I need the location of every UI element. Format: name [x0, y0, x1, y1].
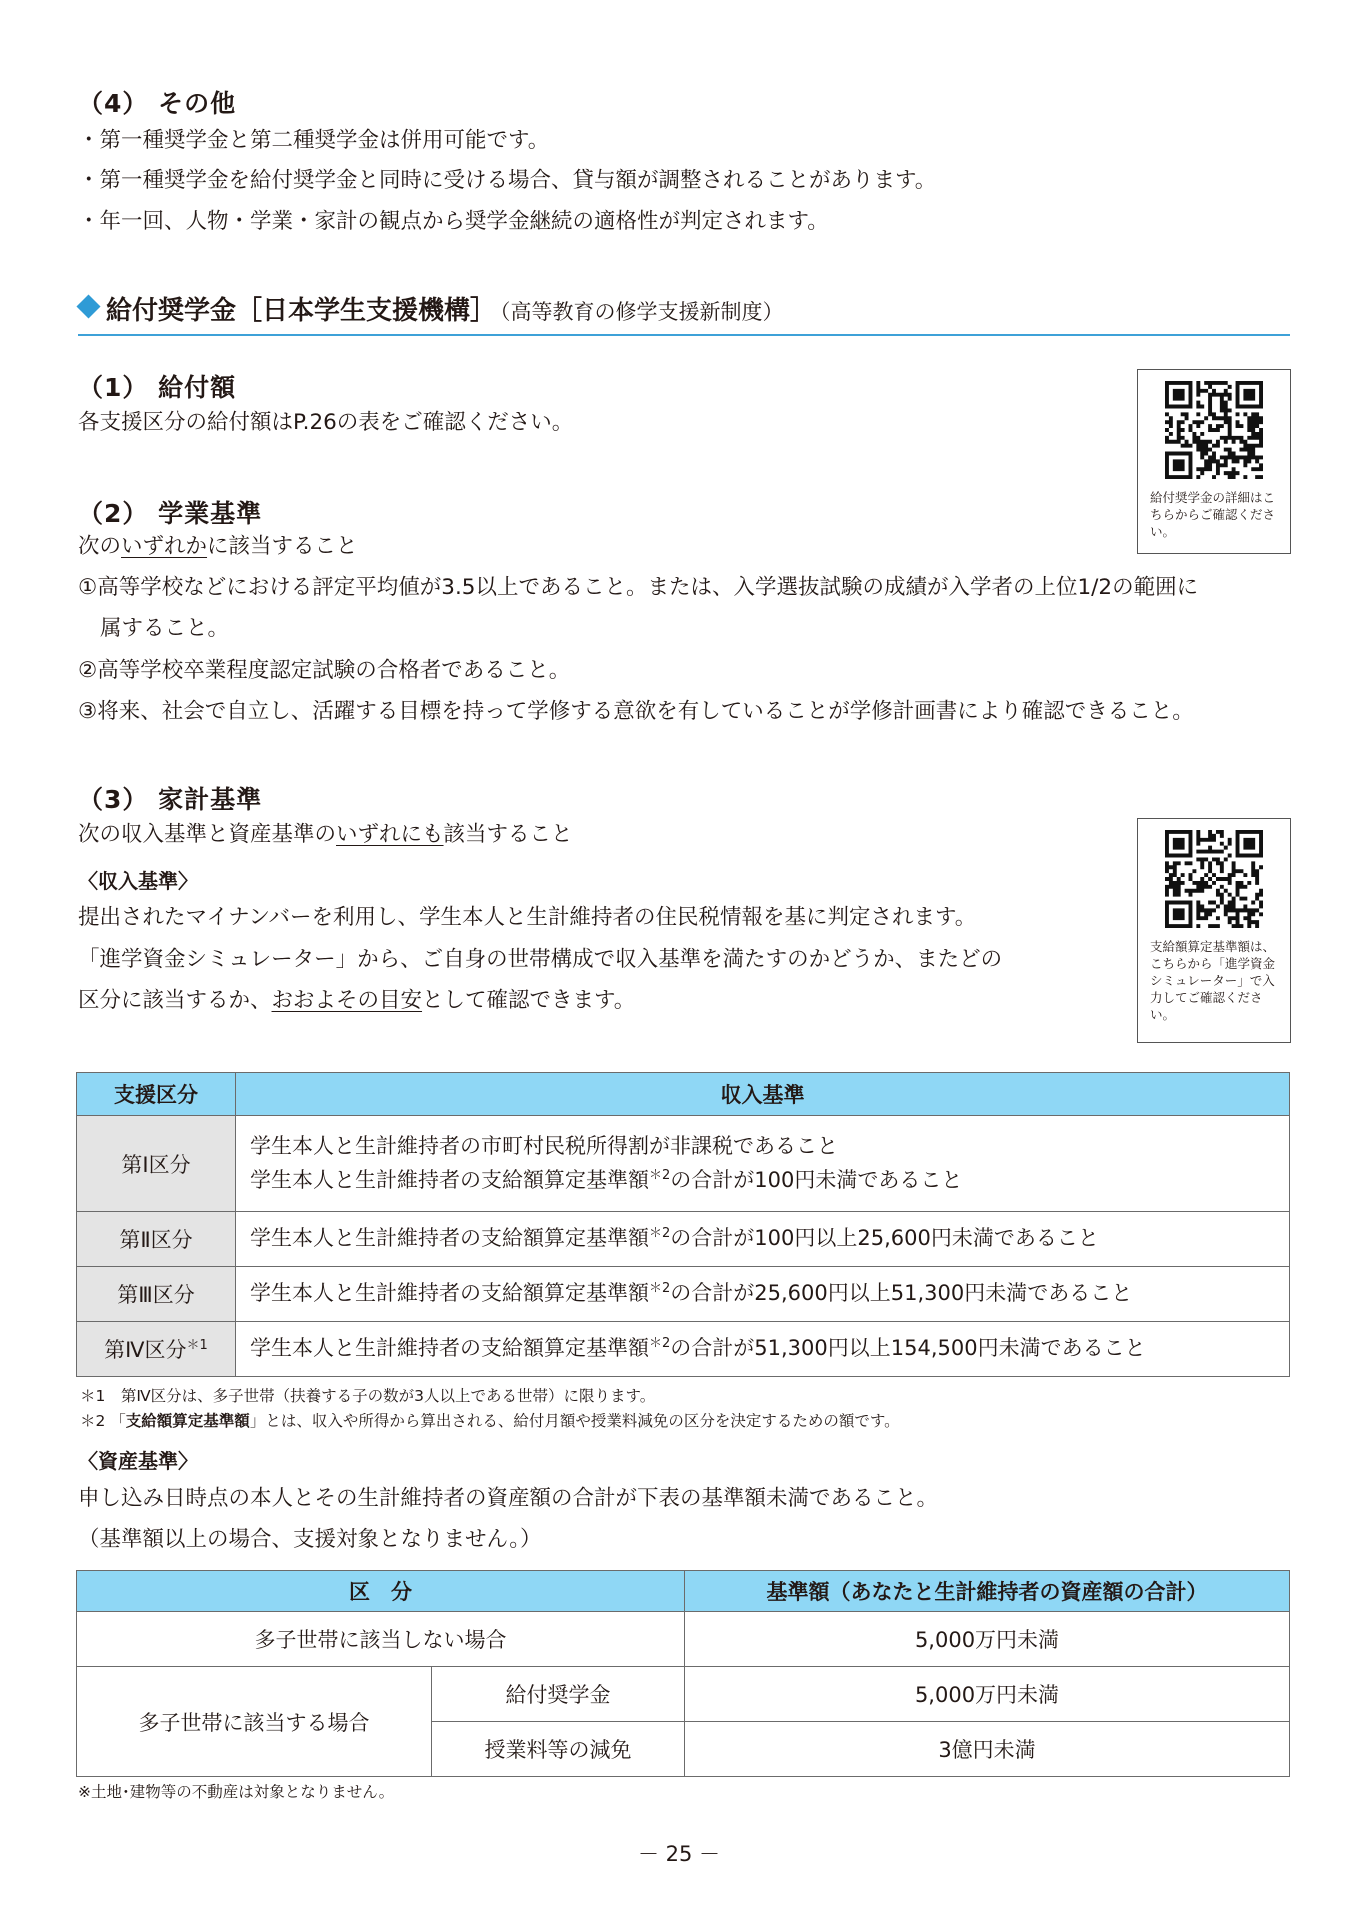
asset-label: 〈資産基準〉	[78, 1449, 198, 1473]
page-number: － 25 －	[637, 1842, 721, 1866]
household-heading: （3） 家計基準	[78, 785, 263, 814]
section-title: 給付奨学金［日本学生支援機構］ （高等教育の修学支援新制度）	[106, 296, 784, 326]
income-criteria-table	[76, 1072, 1290, 1377]
amount-text: 各支援区分の給付額はP.26の表をご確認ください。	[78, 410, 574, 435]
other-bullet-2: ・第一種奨学金を給付奨学金と同時に受ける場合、貸与額が調整されることがあります。	[78, 168, 937, 193]
asset-text-1: 申し込み日時点の本人とその生計維持者の資産額の合計が下表の基準額未満であること。	[78, 1486, 939, 1511]
table-header-criteria: 収入基準	[236, 1073, 1290, 1116]
table-cell-category: 多子世帯に該当しない場合	[77, 1612, 685, 1667]
table-header-category: 支援区分	[77, 1073, 236, 1116]
table-row	[77, 1212, 1290, 1267]
qr-code-icon[interactable]	[1165, 381, 1263, 479]
income-text-1: 提出されたマイナンバーを利用し、学生本人と生計維持者の住民税情報を基に判定されます。	[78, 905, 977, 930]
table-header-row	[77, 1571, 1290, 1612]
footnote-2: ＊2 「支給額算定基準額」とは、収入や所得から算出される、給付月額や授業料減免の区分を決定するための額です。	[80, 1412, 900, 1430]
income-text-2: 「進学資金シミュレーター」から、ご自身の世帯構成で収入基準を満たすのかどうか、またどの	[78, 947, 1003, 972]
table-row	[77, 1612, 1290, 1667]
table-cell-criteria: 学生本人と生計維持者の支給額算定基準額$^{*2}$の合計が51,300円以上154,500円未満であること	[236, 1322, 1290, 1377]
asset-criteria-table	[76, 1570, 1290, 1777]
table-cell-amount: 5,000万円未満	[685, 1612, 1290, 1667]
table-cell-criteria: 学生本人と生計維持者の支給額算定基準額$^{*2}$の合計が25,600円以上51,300円未満であること	[236, 1267, 1290, 1322]
income-text-3: 区分に該当するか、おおよその目安として確認できます。	[78, 988, 636, 1013]
qr-caption: 支給額算定基準額は、こちらから「進学資金シミュレーター」で入力してご確認ください。	[1150, 939, 1276, 1022]
income-label: 〈収入基準〉	[78, 869, 198, 893]
academic-item-2: ②高等学校卒業程度認定試験の合格者であること。	[78, 658, 571, 683]
table-cell-subcategory: 授業料等の減免	[432, 1722, 685, 1777]
table-cell-criteria: 学生本人と生計維持者の支給額算定基準額$^{*2}$の合計が100円以上25,600円未満であること	[236, 1212, 1290, 1267]
table-cell-category: 第Ⅲ区分	[77, 1267, 236, 1322]
table-header-amount: 基準額（あなたと生計維持者の資産額の合計）	[685, 1571, 1290, 1612]
qr-code-icon[interactable]	[1165, 830, 1263, 928]
table-cell-category: 第Ⅰ区分	[77, 1116, 236, 1212]
table-row	[77, 1267, 1290, 1322]
asset-text-2: （基準額以上の場合、支援対象となりません。）	[78, 1527, 542, 1552]
table-cell-amount: 5,000万円未満	[685, 1667, 1290, 1722]
qr-code-box-scholarship[interactable]	[1137, 369, 1291, 554]
amount-heading: （1） 給付額	[78, 373, 237, 402]
section-subtitle: （高等教育の修学支援新制度）	[500, 300, 784, 324]
table-row	[77, 1667, 1290, 1722]
other-bullet-1: ・第一種奨学金と第二種奨学金は併用可能です。	[78, 128, 550, 153]
section-header	[78, 290, 1290, 336]
table-header-category: 区 分	[77, 1571, 685, 1612]
table-cell-category: 多子世帯に該当する場合	[77, 1667, 432, 1777]
table-cell-category: 第Ⅱ区分	[77, 1212, 236, 1267]
table-cell-criteria: 学生本人と生計維持者の市町村民税所得割が非課税であること 学生本人と生計維持者の支給額算定基準額$^{*2}$の合計が100円未満であること	[236, 1116, 1290, 1212]
table-row	[77, 1116, 1290, 1212]
table-cell-category: 第Ⅳ区分$^{*1}$	[77, 1322, 236, 1377]
footnote-1: ＊1 第Ⅳ区分は、多子世帯（扶養する子の数が3人以上である世帯）に限ります。	[80, 1387, 656, 1405]
other-heading: （4） その他	[78, 89, 237, 118]
table-cell-amount: 3億円未満	[685, 1722, 1290, 1777]
asset-note: ※土地･建物等の不動産は対象となりません。	[78, 1783, 395, 1801]
academic-intro: 次のいずれかに該当すること	[78, 534, 358, 559]
qr-caption: 給付奨学金の詳細はこちらからご確認ください。	[1150, 490, 1276, 539]
qr-code-box-simulator[interactable]	[1137, 818, 1291, 1043]
other-bullet-3: ・年一回、人物・学業・家計の観点から奨学金継続の適格性が判定されます。	[78, 209, 829, 234]
academic-heading: （2） 学業基準	[78, 499, 263, 528]
table-cell-subcategory: 給付奨学金	[432, 1667, 685, 1722]
diamond-icon	[76, 294, 100, 318]
household-intro: 次の収入基準と資産基準のいずれにも該当すること	[78, 822, 573, 847]
academic-item-3: ③将来、社会で自立し、活躍する目標を持って学修する意欲を有していることが学修計画書により確認できること。	[78, 699, 1194, 724]
table-header-row	[77, 1073, 1290, 1116]
academic-item-1: ①高等学校などにおける評定平均値が3.5以上であること。または、入学選抜試験の成績が入学者の上位1/2の範囲に	[78, 575, 1199, 600]
academic-item-1-cont: 属すること。	[100, 616, 230, 641]
table-row	[77, 1322, 1290, 1377]
